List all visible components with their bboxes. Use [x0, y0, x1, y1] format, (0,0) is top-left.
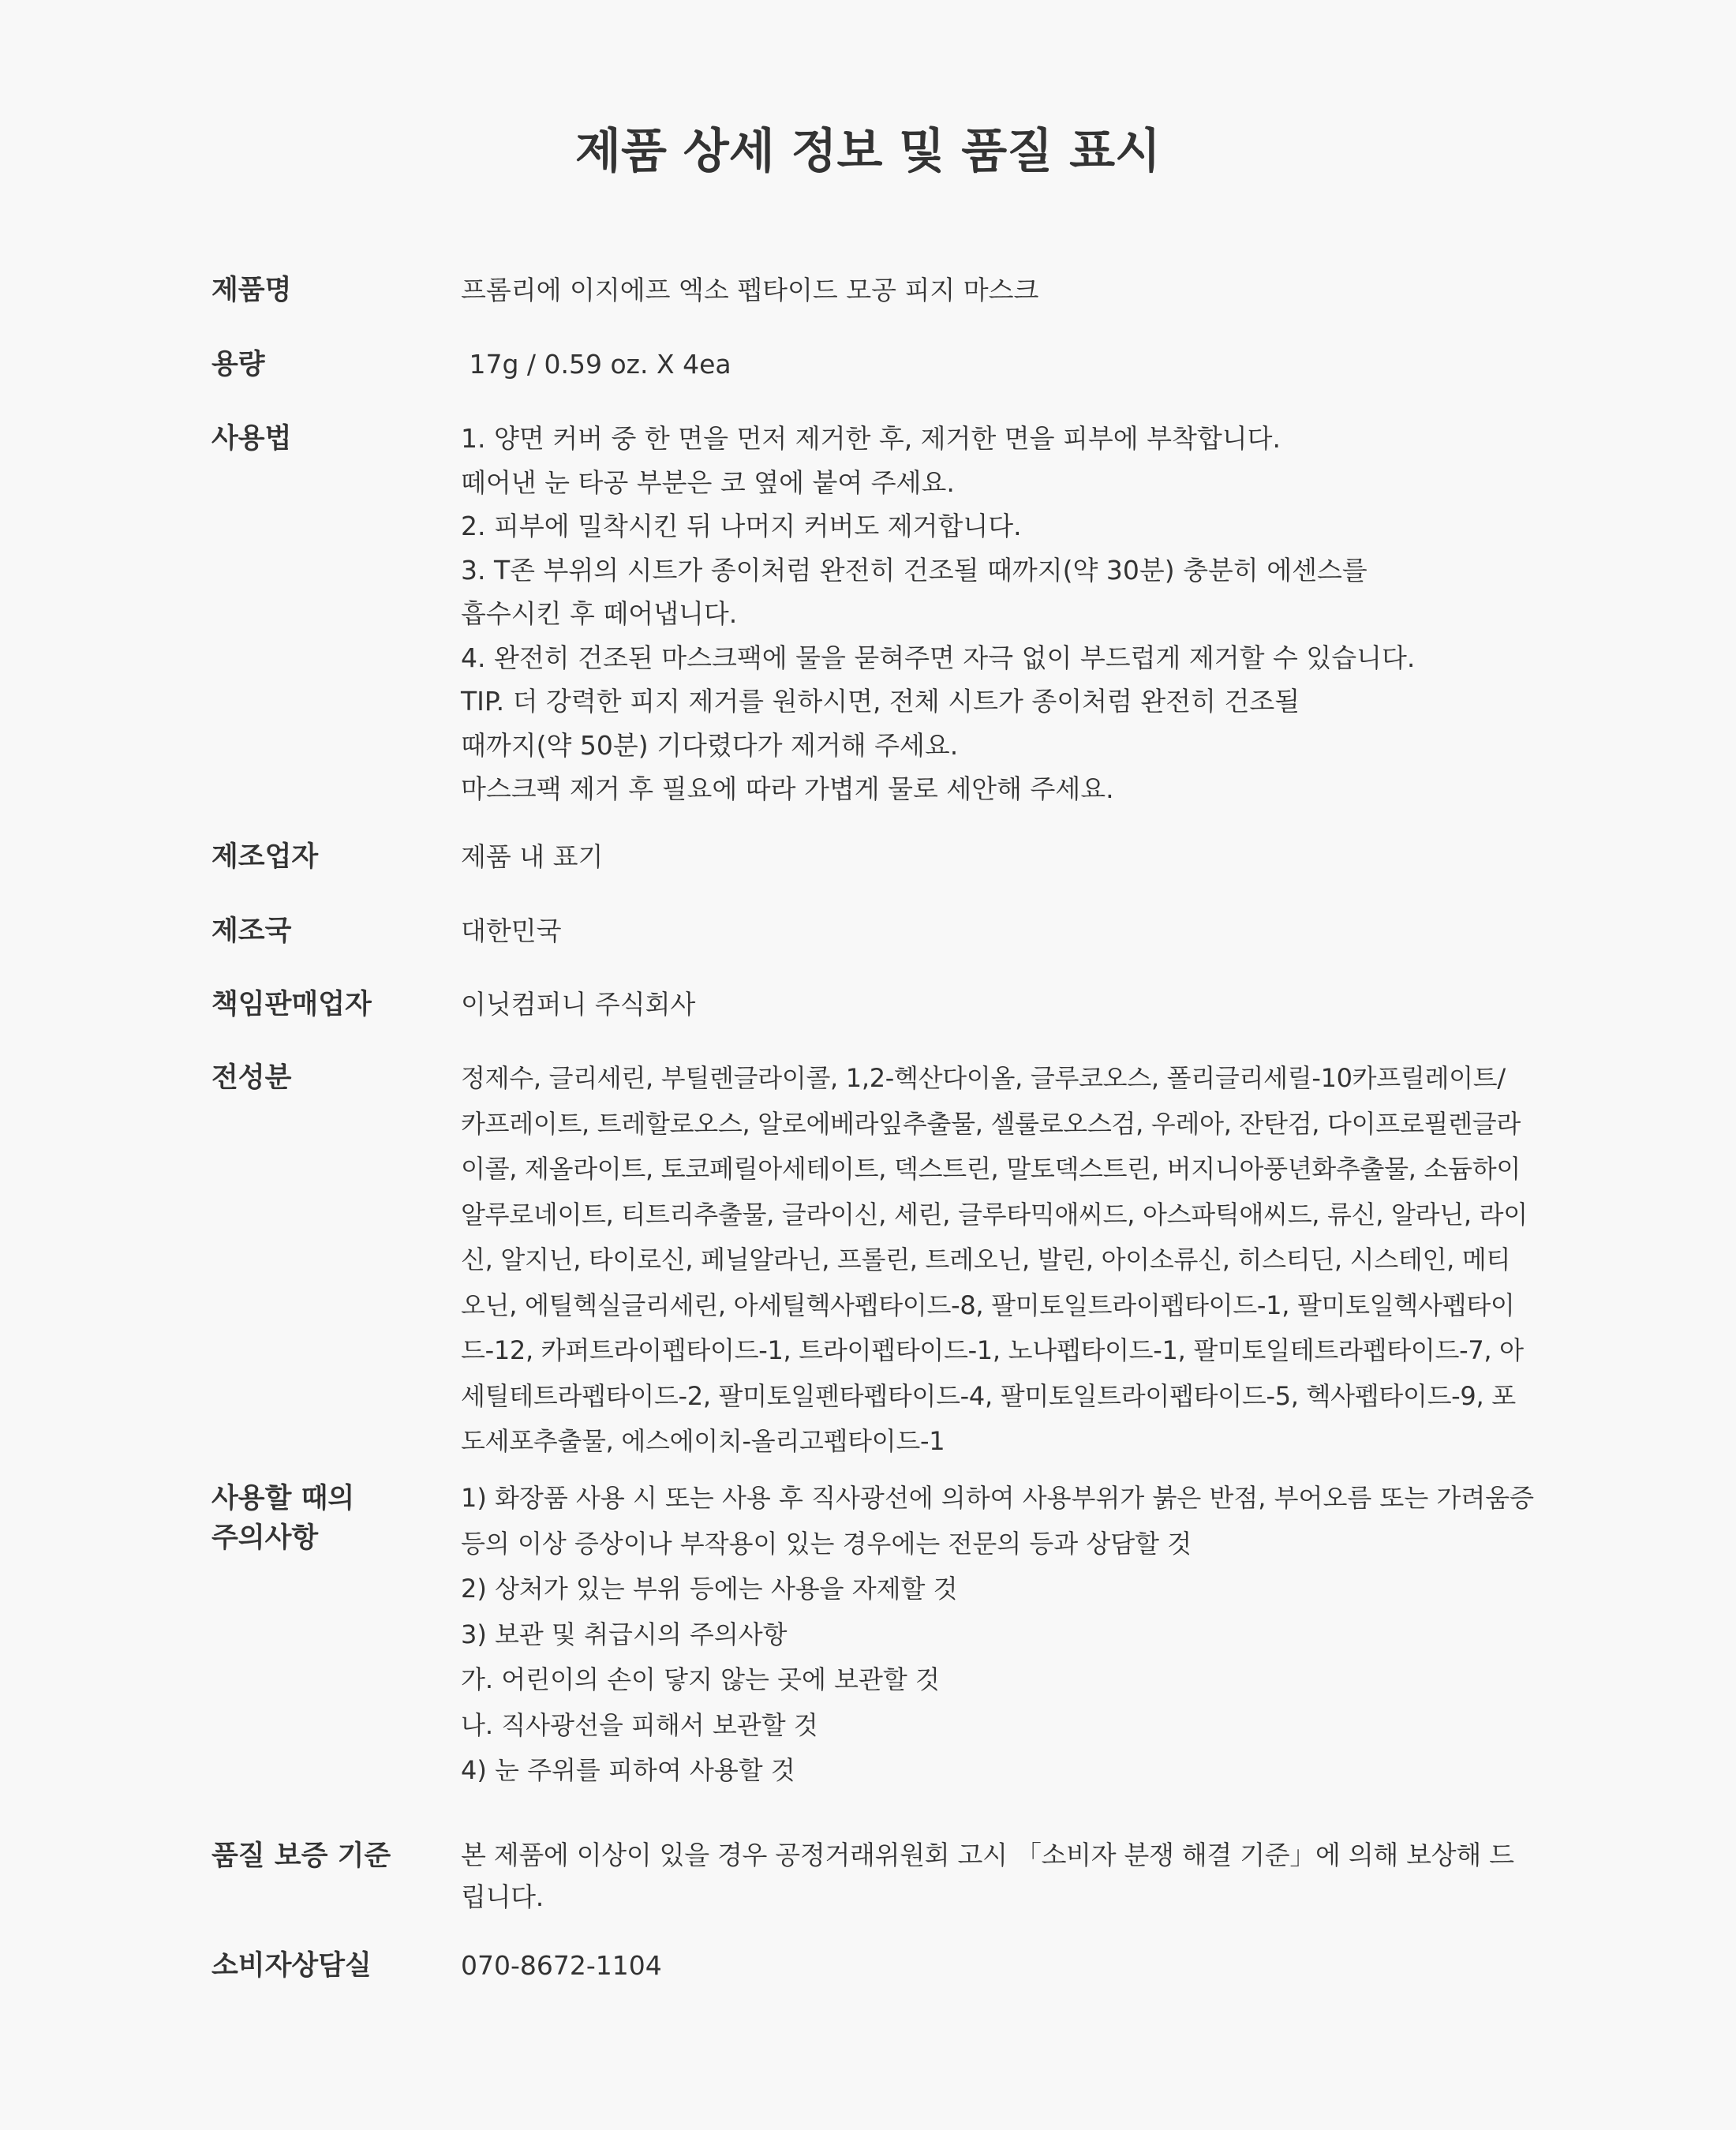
usage-line: 떼어낸 눈 타공 부분은 코 옆에 붙여 주세요.: [461, 466, 955, 498]
row-usage: [211, 419, 1528, 837]
usage-line: 3. T존 부위의 시트가 종이처럼 완전히 건조될 때까지(약 30분) 충분히 에센스를: [461, 554, 1367, 586]
row-label-volume: 용량: [211, 349, 265, 380]
precaution-line: 2) 상처가 있는 부위 등에는 사용을 자제할 것: [461, 1574, 958, 1604]
row-value-usage: [461, 417, 1528, 811]
row-seller: [211, 985, 1528, 1058]
usage-line: 1. 양면 커버 중 한 면을 먼저 제거한 후, 제거한 면을 피부에 부착합니다.: [461, 423, 1281, 454]
row-label-product-name: 제품명: [211, 275, 292, 306]
page-title: 제품 상세 정보 및 품질 표시: [574, 124, 1161, 179]
row-label-manufacturer: 제조업자: [211, 841, 319, 873]
row-country: [211, 912, 1528, 985]
row-value-country: 대한민국: [461, 915, 562, 946]
row-value-precautions: [461, 1476, 1534, 1794]
row-label-precautions: 사용할 때의 주의사항: [211, 1483, 355, 1554]
precaution-line: 1) 화장품 사용 시 또는 사용 후 직사광선에 의하여 사용부위가 붉은 반점, 부어오름 또는 가려움증: [461, 1483, 1535, 1513]
precaution-line: 등의 이상 증상이나 부작용이 있는 경우에는 전문의 등과 상담할 것: [461, 1528, 1192, 1559]
row-product-name: [211, 271, 1528, 345]
row-ingredients: [211, 1058, 1528, 1479]
row-label-seller: 책임판매업자: [211, 989, 372, 1020]
precaution-line: 가. 어린이의 손이 닿지 않는 곳에 보관할 것: [461, 1664, 940, 1694]
usage-line: 마스크팩 제거 후 필요에 따라 가볍게 물로 세안해 주세요.: [461, 773, 1114, 804]
row-value-ingredients: 정제수, 글리세린, 부틸렌글라이콜, 1,2-헥산다이올, 글루코오스, 폴리글리세릴-10카프릴레이트/카프레이트, 트레할로오스, 알로에베라잎추출물, 셀룰로오스검, 우레아, 잔탄검, 다이프로필렌글라이콜, 제올라이트, 토코페릴아세테이트, 덱스트린, 말토덱스트린, 버지니아풍년화추출물, 소듐하이알루로네이트, 티트리추출물, 글라이신, 세린, 글루타믹애씨드, 아스파틱애씨드, 류신, 알라닌, 라이신, 알지닌, 타이로신, 페닐알라닌, 프롤린, 트레오닌, 발린, 아이소류신, 히스티딘, 시스테인, 메티오닌, 에틸헥실글리세린, 아세틸헥사펩타이드-8, 팔미토일트라이펩타이드-1, 팔미토일헥사펩타이드-12, 카퍼트라이펩타이드-1, 트라이펩타이드-1, 노나펩타이드-1, 팔미토일테트라펩타이드-7, 아세틸테트라펩타이드-2, 팔미토일펜타펩타이드-4, 팔미토일트라이펩타이드-5, 헥사펩타이드-9, 포도세포추출물, 에스에이치-올리고펩타이드-1: [461, 1063, 1528, 1456]
row-value-quality: 본 제품에 이상이 있을 경우 공정거래위원회 고시 「소비자 분쟁 해결 기준」에 의해 보상해 드립니다.: [461, 1840, 1514, 1912]
row-label-country: 제조국: [211, 915, 292, 947]
usage-line: 때까지(약 50분) 기다렸다가 제거해 주세요.: [461, 729, 959, 761]
row-value-support: 070-8672-1104: [461, 1950, 662, 1981]
row-label-ingredients: 전성분: [211, 1062, 292, 1094]
precaution-line: 3) 보관 및 취급시의 주의사항: [461, 1619, 788, 1649]
row-value-manufacturer: 제품 내 표기: [461, 841, 604, 872]
product-info-table: [211, 271, 1535, 2020]
row-label-support: 소비자상담실: [211, 1950, 372, 1982]
row-support: [211, 1946, 1528, 2020]
row-quality: [211, 1836, 1528, 1946]
row-label-usage: 사용법: [211, 423, 292, 455]
precaution-line: 4) 눈 주위를 피하여 사용할 것: [461, 1755, 795, 1785]
row-manufacturer: [211, 837, 1528, 912]
usage-line: 2. 피부에 밀착시킨 뒤 나머지 커버도 제거합니다.: [461, 511, 1022, 541]
row-label-quality: 품질 보증 기준: [211, 1840, 391, 1872]
row-value-volume: 17g / 0.59 oz. X 4ea: [461, 349, 731, 380]
usage-line: 4. 완전히 건조된 마스크팩에 물을 묻혀주면 자극 없이 부드럽게 제거할 수 있습니다.: [461, 642, 1416, 673]
usage-line: 흡수시킨 후 떼어냅니다.: [461, 598, 738, 629]
row-value-seller: 이닛컴퍼니 주식회사: [461, 989, 696, 1020]
row-value-product-name: 프롬리에 이지에프 엑소 펩타이드 모공 피지 마스크: [461, 275, 1039, 305]
row-precautions: [211, 1479, 1535, 1836]
usage-line: TIP. 더 강력한 피지 제거를 원하시면, 전체 시트가 종이처럼 완전히 건조될: [461, 686, 1300, 717]
row-volume: [211, 345, 1528, 419]
precaution-line: 나. 직사광선을 피해서 보관할 것: [461, 1709, 818, 1740]
